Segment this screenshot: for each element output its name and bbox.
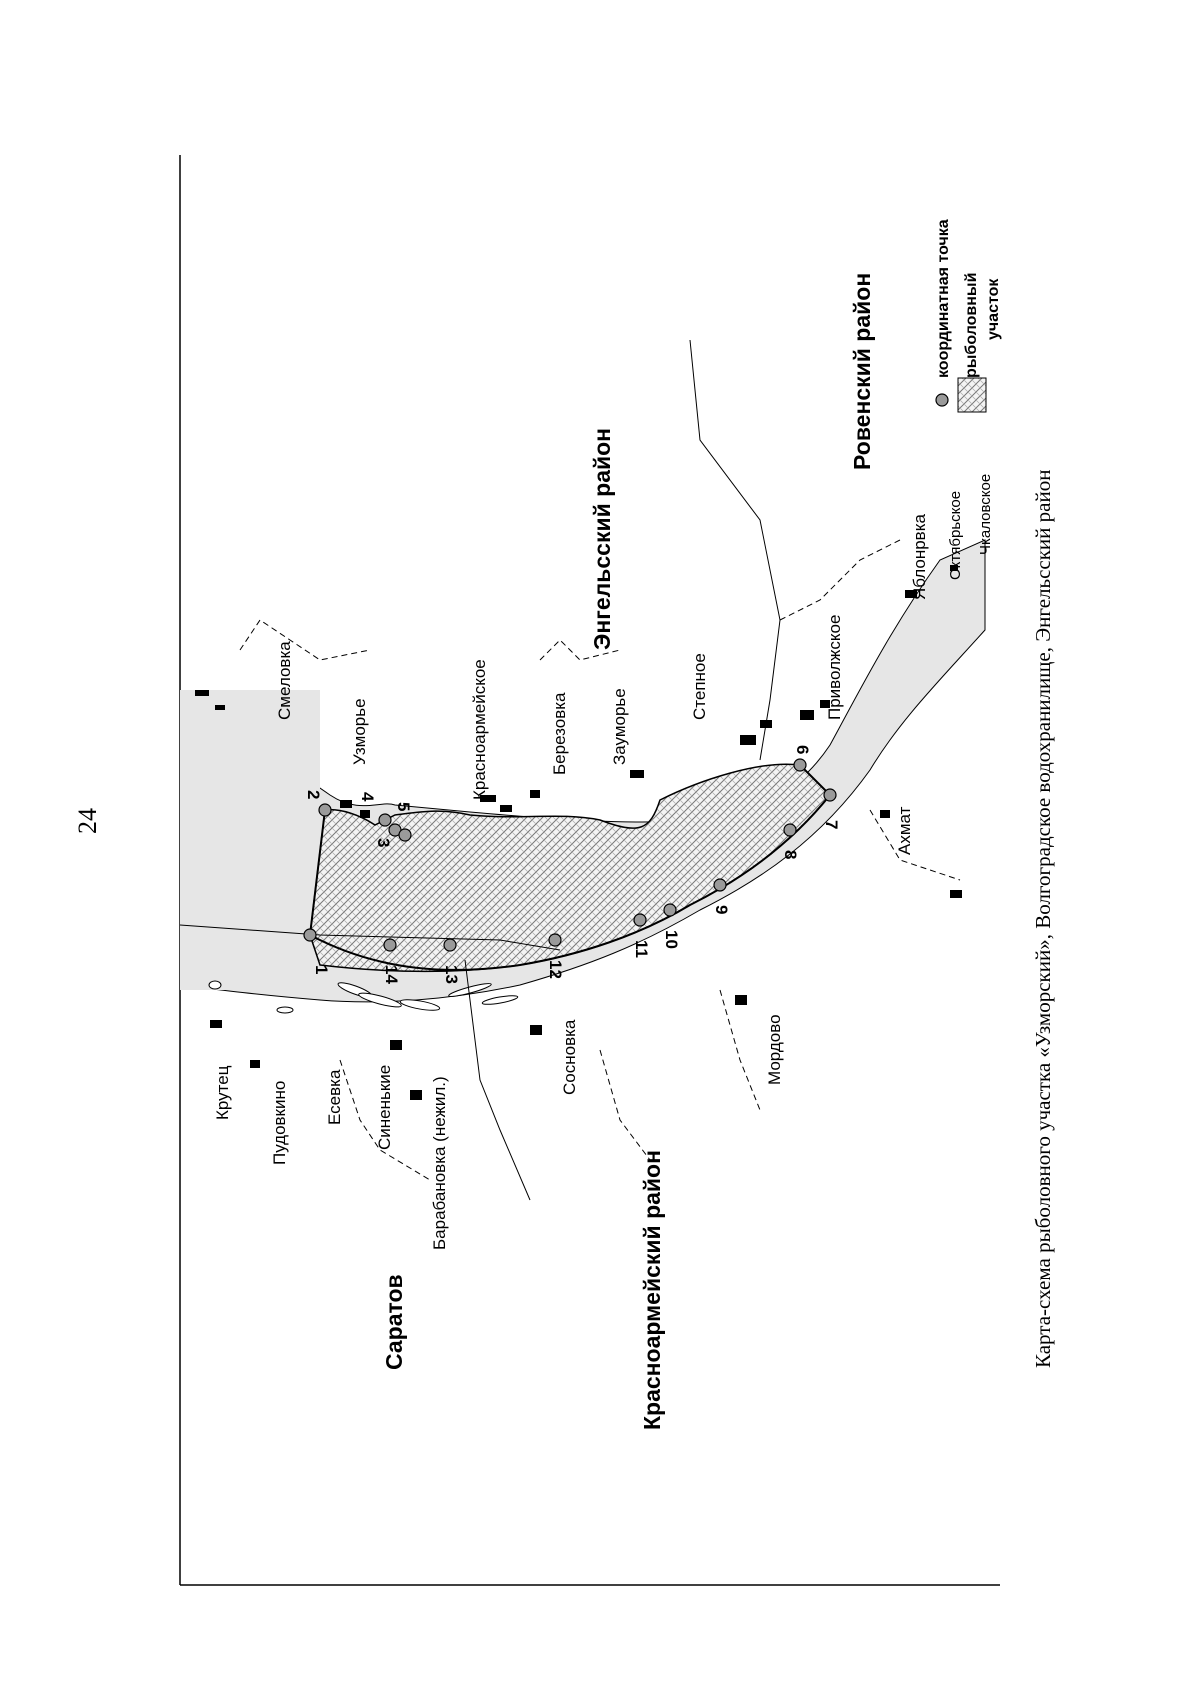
point-9 <box>714 879 726 891</box>
point-2-label: 2 <box>304 790 323 800</box>
settlement-krutets: Крутец <box>213 1065 232 1120</box>
settlement-oktyabrskoye: Октябрьское <box>947 490 964 580</box>
settlement-stepnoye: Степное <box>690 653 709 720</box>
legend-area-label-2: участок <box>985 278 1002 340</box>
settlement-sinenkie: Синенькие <box>375 1064 394 1150</box>
settlement-mordovo: Мордово <box>765 1014 784 1085</box>
point-13-label: 13 <box>442 965 461 984</box>
point-14 <box>384 939 396 951</box>
point-11 <box>634 914 646 926</box>
legend <box>935 219 1002 412</box>
city-saratov: Саратов <box>381 1274 407 1370</box>
point-13 <box>444 939 456 951</box>
legend-area-symbol <box>958 378 986 412</box>
point-8 <box>784 824 796 836</box>
point-5 <box>399 829 411 841</box>
point-7-label: 7 <box>822 820 841 830</box>
region-engels: Энгельсский район <box>589 427 615 650</box>
region-krasnoarmeysky: Красноармейский район <box>639 1150 665 1430</box>
point-10-label: 10 <box>662 930 681 949</box>
settlement-sosnovka: Сосновка <box>560 1019 579 1095</box>
region-rovensky: Ровенский район <box>849 272 875 470</box>
point-6-label: 6 <box>793 745 812 755</box>
point-4-label: 4 <box>358 792 377 802</box>
settlement-smelovka: Смеловка <box>275 641 294 720</box>
point-1-label: 1 <box>312 965 331 975</box>
settlement-pudovkino: Пудовкино <box>270 1080 289 1165</box>
settlement-privolzhskoye: Приволжское <box>825 614 844 720</box>
point-10 <box>664 904 676 916</box>
legend-point-symbol <box>936 394 948 406</box>
point-2 <box>319 804 331 816</box>
settlement-krasnoarmeyskoye: Красноармейское <box>470 659 489 800</box>
legend-area-label-1: рыболовный <box>963 272 980 378</box>
point-3-label: 3 <box>374 838 393 848</box>
settlement-esevka: Есевка <box>325 1069 344 1125</box>
point-1 <box>304 929 316 941</box>
point-6 <box>794 759 806 771</box>
point-3 <box>379 814 391 826</box>
point-8-label: 8 <box>781 850 800 860</box>
settlement-uzmorye: Узморье <box>350 698 369 765</box>
settlement-yablonovka: Яблонрвка <box>910 514 929 600</box>
map-caption: Карта-схема рыболовного участка «Узморский», Волгоградское водохранилище, Энгельсский район <box>1031 469 1055 1368</box>
point-7 <box>824 789 836 801</box>
point-12 <box>549 934 561 946</box>
legend-point-label: координатная точка <box>935 219 952 378</box>
settlement-chkalovskoye: Чкаловское <box>977 473 994 555</box>
point-9-label: 9 <box>712 905 731 915</box>
settlement-barabanovka: Барабановка (нежил.) <box>430 1076 449 1250</box>
point-12-label: 12 <box>546 960 565 979</box>
point-5-label: 5 <box>394 802 413 812</box>
page-number: 24 <box>73 808 102 834</box>
settlement-zaumorye: Заумоpье <box>610 688 629 765</box>
settlement-berezovka: Березовка <box>550 692 569 775</box>
point-14-label: 14 <box>382 965 401 984</box>
point-11-label: 11 <box>632 940 651 958</box>
reservoir-upper <box>180 690 320 990</box>
settlement-akhmat: Ахмат <box>895 806 914 855</box>
